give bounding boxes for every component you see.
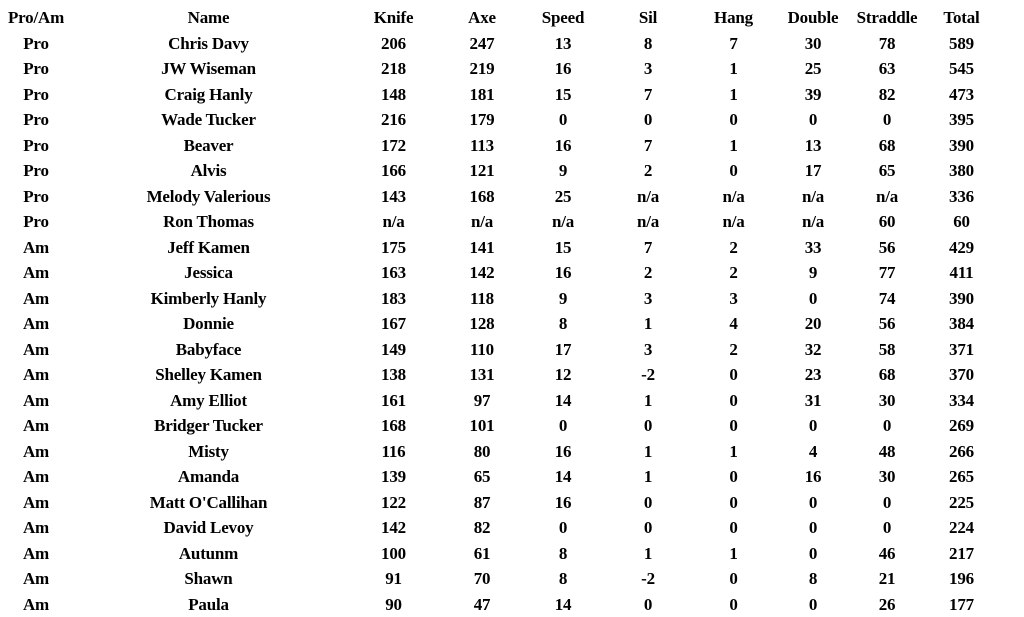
cell-name: Wade Tucker xyxy=(161,110,256,129)
cell-name: JW Wiseman xyxy=(161,59,256,78)
table-row xyxy=(0,362,1000,388)
cell-axe: 168 xyxy=(469,186,495,206)
cell-knife: 149 xyxy=(381,339,406,359)
cell-straddle: 30 xyxy=(878,390,896,410)
cell-division: Am xyxy=(22,314,50,333)
cell-hang: 2 xyxy=(729,263,738,282)
table-row xyxy=(0,490,1000,516)
cell-total: 269 xyxy=(949,416,974,435)
table-row xyxy=(0,209,1000,235)
table-row xyxy=(0,286,1000,312)
cell-division: Am xyxy=(22,263,50,282)
cell-sil: 7 xyxy=(643,237,653,257)
cell-name: Autunm xyxy=(178,543,239,563)
cell-name: Amy Elliot xyxy=(170,390,247,410)
cell-hang: n/a xyxy=(722,186,745,206)
cell-name: Shelley Kamen xyxy=(155,365,262,384)
cell-hang: 0 xyxy=(729,365,738,384)
cell-double: 0 xyxy=(808,543,818,563)
table-row xyxy=(0,337,1000,363)
cell-knife: n/a xyxy=(382,212,405,231)
cell-knife: 143 xyxy=(381,186,406,206)
cell-hang: 0 xyxy=(729,416,738,435)
cell-division: Am xyxy=(22,492,50,512)
cell-double: n/a xyxy=(801,186,825,206)
cell-sil: n/a xyxy=(636,212,660,231)
cell-sil: 7 xyxy=(643,135,653,155)
cell-axe: 113 xyxy=(470,135,494,155)
cell-total: 384 xyxy=(949,314,974,333)
cell-straddle: n/a xyxy=(875,186,899,206)
column-header-speed: Speed xyxy=(541,8,585,27)
cell-straddle: 68 xyxy=(878,365,896,384)
cell-double: 13 xyxy=(804,135,822,155)
cell-division: Am xyxy=(22,339,50,359)
cell-total: 371 xyxy=(949,339,974,359)
cell-knife: 166 xyxy=(381,161,406,180)
cell-division: Am xyxy=(22,365,50,384)
cell-total: 177 xyxy=(949,594,974,614)
cell-axe: 82 xyxy=(473,518,491,537)
cell-hang: 4 xyxy=(729,314,738,333)
table-row xyxy=(0,592,1000,617)
table-row xyxy=(0,235,1000,261)
table-row xyxy=(0,184,1000,210)
cell-hang: 2 xyxy=(729,237,738,257)
cell-speed: 0 xyxy=(558,416,568,435)
cell-name: Craig Hanly xyxy=(164,84,253,104)
cell-total: 370 xyxy=(949,365,974,384)
cell-double: 33 xyxy=(804,237,822,257)
cell-double: 30 xyxy=(804,33,822,53)
table-row xyxy=(0,566,1000,592)
cell-speed: 8 xyxy=(558,314,568,333)
cell-name: Melody Valerious xyxy=(146,186,271,206)
cell-sil: 3 xyxy=(643,59,653,78)
cell-name: Kimberly Hanly xyxy=(150,288,267,308)
cell-total: 196 xyxy=(949,569,974,588)
cell-speed: 14 xyxy=(554,467,572,486)
cell-double: 32 xyxy=(804,339,822,359)
cell-total: 266 xyxy=(949,441,974,461)
cell-division: Am xyxy=(22,441,50,461)
cell-straddle: 63 xyxy=(878,59,896,78)
cell-hang: 0 xyxy=(729,467,738,486)
column-header-axe: Axe xyxy=(468,8,496,27)
cell-straddle: 65 xyxy=(878,161,896,180)
cell-sil: 1 xyxy=(643,314,653,333)
cell-sil: 2 xyxy=(643,263,653,282)
column-header-straddle: Straddle xyxy=(856,8,918,27)
cell-knife: 161 xyxy=(381,390,406,410)
cell-hang: 0 xyxy=(729,110,738,129)
cell-name: Shawn xyxy=(184,569,233,588)
cell-sil: 3 xyxy=(643,288,653,308)
cell-straddle: 56 xyxy=(878,237,896,257)
cell-division: Pro xyxy=(23,161,49,180)
cell-axe: 80 xyxy=(473,441,491,461)
cell-knife: 91 xyxy=(385,569,402,588)
cell-knife: 206 xyxy=(381,33,406,53)
cell-sil: 0 xyxy=(643,594,653,614)
cell-double: 23 xyxy=(804,365,822,384)
cell-straddle: 77 xyxy=(878,263,896,282)
cell-knife: 116 xyxy=(381,441,406,461)
cell-name: Chris Davy xyxy=(168,33,249,53)
cell-knife: 142 xyxy=(381,518,406,537)
cell-double: 0 xyxy=(808,416,818,435)
cell-double: 9 xyxy=(808,263,818,282)
cell-total: 380 xyxy=(949,161,974,180)
cell-knife: 175 xyxy=(381,237,406,257)
cell-straddle: 46 xyxy=(878,543,896,563)
cell-axe: 128 xyxy=(469,314,495,333)
cell-hang: 1 xyxy=(729,59,738,78)
cell-double: 39 xyxy=(804,84,822,104)
cell-division: Pro xyxy=(23,84,49,104)
cell-speed: 15 xyxy=(554,84,572,104)
cell-name: Babyface xyxy=(175,339,242,359)
cell-sil: 1 xyxy=(643,467,653,486)
cell-straddle: 58 xyxy=(878,339,896,359)
cell-speed: 16 xyxy=(554,135,572,155)
cell-hang: 1 xyxy=(729,135,738,155)
cell-axe: 87 xyxy=(473,492,491,512)
cell-sil: 2 xyxy=(643,161,653,180)
cell-sil: 0 xyxy=(643,416,653,435)
cell-straddle: 78 xyxy=(878,33,896,53)
cell-knife: 183 xyxy=(381,288,406,308)
cell-total: 390 xyxy=(949,288,974,308)
cell-speed: 13 xyxy=(554,33,572,53)
cell-speed: 8 xyxy=(558,569,568,588)
column-header-name: Name xyxy=(187,8,230,27)
cell-name: Ron Thomas xyxy=(163,212,254,231)
table-row xyxy=(0,31,1000,57)
cell-total: 545 xyxy=(949,59,974,78)
cell-total: 395 xyxy=(949,110,974,129)
cell-speed: 16 xyxy=(554,441,572,461)
table-row xyxy=(0,158,1000,184)
cell-speed: 9 xyxy=(558,161,568,180)
cell-straddle: 26 xyxy=(878,594,896,614)
cell-double: 20 xyxy=(804,314,822,333)
cell-double: 4 xyxy=(808,441,818,461)
cell-speed: 14 xyxy=(554,594,572,614)
cell-speed: 17 xyxy=(554,339,572,359)
table-row xyxy=(0,464,1000,490)
cell-axe: n/a xyxy=(470,212,494,231)
cell-division: Am xyxy=(22,569,50,588)
cell-division: Am xyxy=(22,416,50,435)
table-row xyxy=(0,439,1000,465)
cell-straddle: 74 xyxy=(878,288,896,308)
cell-straddle: 48 xyxy=(878,441,896,461)
cell-total: 589 xyxy=(949,33,974,53)
table-row xyxy=(0,56,1000,82)
table-row xyxy=(0,260,1000,286)
cell-sil: 1 xyxy=(643,441,653,461)
cell-axe: 141 xyxy=(469,237,495,257)
cell-total: 224 xyxy=(949,518,974,537)
cell-double: 8 xyxy=(808,569,818,588)
cell-division: Pro xyxy=(23,212,49,231)
cell-sil: 8 xyxy=(643,33,653,53)
cell-axe: 247 xyxy=(469,33,495,53)
column-header-hang: Hang xyxy=(714,8,753,27)
cell-hang: 0 xyxy=(729,390,738,410)
cell-straddle: 68 xyxy=(878,135,896,155)
column-header-sil: Sil xyxy=(638,8,658,27)
cell-name: Bridger Tucker xyxy=(154,416,263,435)
cell-axe: 70 xyxy=(473,569,491,588)
cell-speed: 16 xyxy=(554,263,572,282)
column-header-total: Total xyxy=(943,8,980,27)
cell-sil: -2 xyxy=(641,365,655,384)
cell-sil: -2 xyxy=(641,569,655,588)
cell-straddle: 0 xyxy=(882,492,892,512)
cell-total: 334 xyxy=(949,390,974,410)
cell-total: 411 xyxy=(949,263,974,282)
cell-division: Am xyxy=(22,288,50,308)
cell-division: Am xyxy=(22,594,50,614)
table-row xyxy=(0,413,1000,439)
cell-straddle: 21 xyxy=(878,569,896,588)
cell-hang: 0 xyxy=(729,518,738,537)
cell-knife: 163 xyxy=(381,263,406,282)
cell-hang: 0 xyxy=(729,161,738,180)
cell-division: Pro xyxy=(23,59,49,78)
cell-hang: 7 xyxy=(729,33,738,53)
cell-axe: 121 xyxy=(469,161,495,180)
column-header-division: Pro/Am xyxy=(7,8,65,27)
cell-double: 0 xyxy=(808,492,818,512)
cell-hang: 1 xyxy=(729,543,738,563)
score-table-body xyxy=(0,31,1000,617)
cell-knife: 148 xyxy=(381,84,406,104)
cell-straddle: 0 xyxy=(882,416,892,435)
cell-axe: 179 xyxy=(469,110,495,129)
cell-axe: 142 xyxy=(469,263,495,282)
cell-division: Pro xyxy=(23,33,49,53)
cell-straddle: 56 xyxy=(878,314,896,333)
cell-hang: 1 xyxy=(729,84,738,104)
cell-speed: 16 xyxy=(554,59,572,78)
cell-total: 429 xyxy=(949,237,974,257)
table-row xyxy=(0,107,1000,133)
cell-name: Alvis xyxy=(190,161,227,180)
cell-knife: 168 xyxy=(381,416,406,435)
cell-axe: 219 xyxy=(469,59,495,78)
cell-speed: 14 xyxy=(554,390,572,410)
cell-axe: 47 xyxy=(473,594,491,614)
cell-double: 0 xyxy=(808,518,818,537)
cell-double: n/a xyxy=(801,212,825,231)
cell-speed: 16 xyxy=(554,492,572,512)
cell-speed: 0 xyxy=(558,518,568,537)
cell-total: 225 xyxy=(949,492,974,512)
cell-speed: 0 xyxy=(558,110,568,129)
cell-double: 31 xyxy=(804,390,822,410)
cell-division: Am xyxy=(22,390,50,410)
cell-sil: 0 xyxy=(643,492,653,512)
cell-division: Pro xyxy=(23,135,49,155)
cell-double: 17 xyxy=(804,161,822,180)
table-row xyxy=(0,515,1000,541)
table-row xyxy=(0,82,1000,108)
cell-axe: 131 xyxy=(469,365,495,384)
cell-axe: 181 xyxy=(469,84,495,104)
cell-straddle: 30 xyxy=(878,467,896,486)
cell-name: Jessica xyxy=(184,263,233,282)
cell-total: 473 xyxy=(949,84,974,104)
cell-knife: 90 xyxy=(385,594,402,614)
cell-knife: 172 xyxy=(381,135,406,155)
cell-axe: 101 xyxy=(469,416,495,435)
cell-total: 60 xyxy=(953,212,970,231)
cell-sil: 0 xyxy=(643,518,653,537)
cell-sil: 3 xyxy=(643,339,653,359)
cell-speed: 9 xyxy=(558,288,568,308)
cell-hang: 1 xyxy=(729,441,738,461)
cell-name: Amanda xyxy=(177,467,240,486)
cell-hang: 0 xyxy=(729,492,738,512)
table-row xyxy=(0,388,1000,414)
cell-name: Matt O'Callihan xyxy=(149,492,268,512)
cell-straddle: 60 xyxy=(878,212,896,231)
cell-name: Donnie xyxy=(183,314,234,333)
cell-sil: 1 xyxy=(643,390,653,410)
cell-division: Am xyxy=(22,543,50,563)
cell-division: Am xyxy=(22,467,50,486)
cell-knife: 218 xyxy=(381,59,406,78)
cell-name: Paula xyxy=(188,594,229,614)
cell-straddle: 0 xyxy=(882,110,892,129)
table-row xyxy=(0,133,1000,159)
cell-hang: n/a xyxy=(722,212,745,231)
cell-axe: 65 xyxy=(473,467,491,486)
cell-double: 25 xyxy=(804,59,822,78)
cell-division: Am xyxy=(22,237,50,257)
cell-straddle: 82 xyxy=(878,84,896,104)
column-header-double: Double xyxy=(787,8,839,27)
cell-division: Am xyxy=(22,518,50,537)
cell-total: 217 xyxy=(949,543,974,563)
cell-name: Jeff Kamen xyxy=(167,237,250,257)
cell-total: 390 xyxy=(949,135,974,155)
column-header-knife: Knife xyxy=(373,8,414,27)
cell-hang: 0 xyxy=(729,594,738,614)
score-sheet xyxy=(0,5,1024,617)
header-row xyxy=(0,5,1000,31)
cell-axe: 61 xyxy=(473,543,491,563)
cell-speed: 15 xyxy=(554,237,572,257)
cell-sil: 1 xyxy=(643,543,653,563)
cell-hang: 3 xyxy=(729,288,738,308)
cell-name: David Levoy xyxy=(163,518,254,537)
cell-axe: 118 xyxy=(470,288,494,308)
cell-sil: 0 xyxy=(643,110,653,129)
cell-knife: 100 xyxy=(381,543,406,563)
cell-speed: 25 xyxy=(554,186,572,206)
cell-name: Misty xyxy=(188,441,229,461)
cell-speed: 8 xyxy=(558,543,568,563)
cell-sil: n/a xyxy=(636,186,660,206)
cell-knife: 167 xyxy=(381,314,406,333)
cell-hang: 0 xyxy=(729,569,738,588)
score-table xyxy=(0,5,1000,617)
cell-knife: 138 xyxy=(381,365,406,384)
cell-double: 0 xyxy=(808,110,818,129)
cell-knife: 216 xyxy=(381,110,406,129)
cell-division: Pro xyxy=(23,110,49,129)
table-row xyxy=(0,541,1000,567)
cell-sil: 7 xyxy=(643,84,653,104)
cell-total: 336 xyxy=(949,186,974,206)
cell-speed: 12 xyxy=(554,365,572,384)
cell-straddle: 0 xyxy=(882,518,892,537)
cell-knife: 139 xyxy=(381,467,406,486)
cell-name: Beaver xyxy=(183,135,234,155)
cell-double: 0 xyxy=(808,288,818,308)
cell-double: 16 xyxy=(804,467,822,486)
cell-knife: 122 xyxy=(381,492,406,512)
cell-total: 265 xyxy=(949,467,974,486)
cell-axe: 97 xyxy=(473,390,491,410)
cell-double: 0 xyxy=(808,594,818,614)
table-row xyxy=(0,311,1000,337)
cell-hang: 2 xyxy=(729,339,738,359)
cell-division: Pro xyxy=(23,186,49,206)
cell-speed: n/a xyxy=(551,212,575,231)
cell-axe: 110 xyxy=(470,339,494,359)
